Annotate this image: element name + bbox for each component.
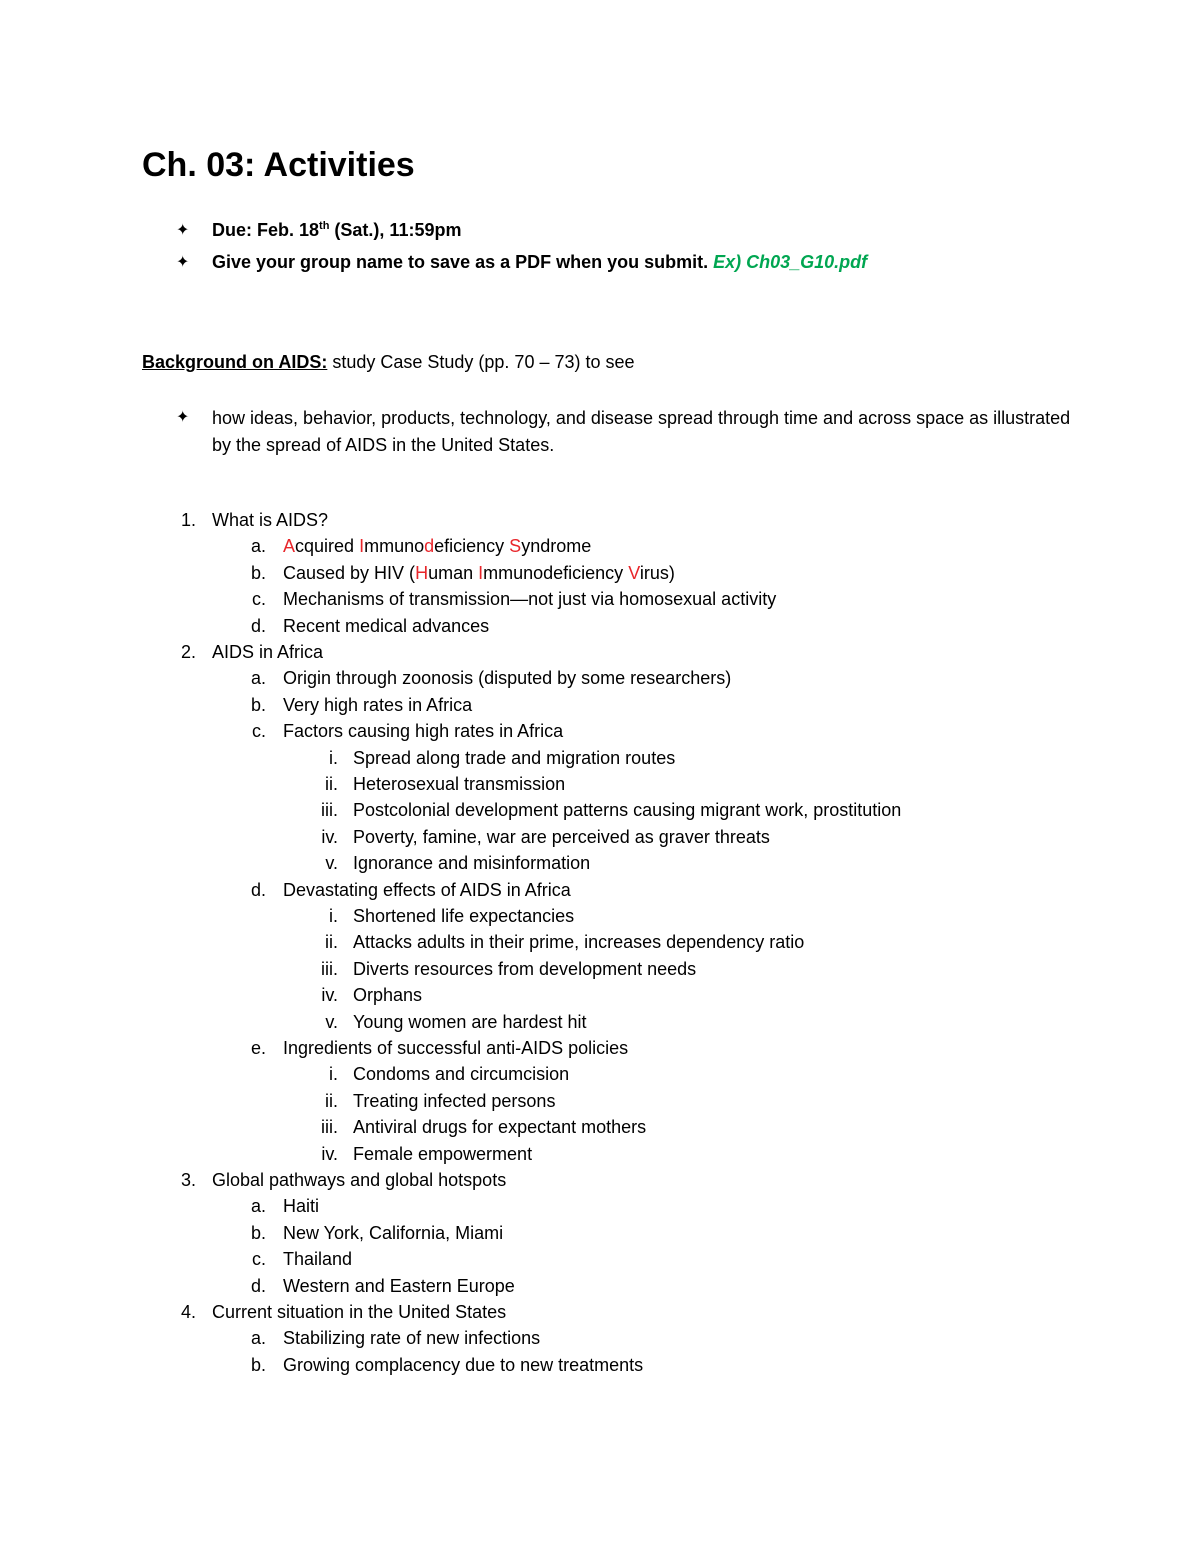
outline-item: Factors causing high rates in Africa [283, 721, 564, 741]
outline-item: Devastating effects of AIDS in Africa [283, 880, 571, 900]
due-superscript: th [319, 220, 330, 232]
bullet-marker: ✦ [176, 409, 190, 426]
outline-item: New York, California, Miami [283, 1223, 504, 1243]
outline-number: b. [250, 1355, 266, 1375]
outline-number: 3. [180, 1170, 196, 1190]
outline-item [283, 561, 675, 585]
due-label: Due: Feb. 18 [212, 220, 320, 240]
outline-number: v. [325, 1012, 338, 1032]
outline-text-part: eficiency [434, 536, 510, 556]
outline-number: c. [251, 1249, 266, 1269]
outline-number: iii. [321, 959, 338, 979]
page-title: Ch. 03: Activities [142, 146, 415, 184]
outline-number: v. [325, 853, 338, 873]
acronym-letter: A [283, 536, 296, 556]
outline-item: Orphans [353, 985, 423, 1005]
outline-number: iii. [321, 1117, 338, 1137]
outline-item: AIDS in Africa [212, 642, 324, 662]
outline-item [283, 534, 591, 558]
outline-number: iv. [321, 827, 338, 847]
outline-text-part: cquired [295, 536, 360, 556]
outline-item: Western and Eastern Europe [283, 1276, 515, 1296]
outline-number: 2. [180, 642, 196, 662]
outline-number: 4. [180, 1302, 196, 1322]
outline-number: d. [250, 616, 266, 636]
acronym-letter: I [359, 536, 365, 556]
outline-item: Poverty, famine, war are perceived as graver threats [353, 827, 770, 847]
outline-item: Ingredients of successful anti-AIDS policies [283, 1038, 629, 1058]
outline-item: Diverts resources from development needs [353, 959, 697, 979]
acronym-letter: V [628, 563, 640, 583]
outline-item: Female empowerment [353, 1144, 533, 1164]
outline-number: a. [250, 1196, 266, 1216]
outline-item: Treating infected persons [353, 1091, 556, 1111]
outline-text-part: irus) [639, 563, 675, 583]
outline-item: Shortened life expectancies [353, 906, 575, 926]
outline-item: Origin through zoonosis (disputed by some researchers) [283, 668, 732, 688]
outline-text-part: yndrome [521, 536, 592, 556]
outline-item: Stabilizing rate of new infections [283, 1328, 541, 1348]
acronym-letter: I [478, 563, 484, 583]
outline-item: Antiviral drugs for expectant mothers [353, 1117, 647, 1137]
outline-item: What is AIDS? [212, 510, 329, 530]
outline-number: ii. [325, 932, 338, 952]
filename-example: Ex) Ch03_G10.pdf [713, 252, 868, 272]
outline-number: iv. [321, 1144, 338, 1164]
outline-item: Growing complacency due to new treatments [283, 1355, 644, 1375]
submit-instructions-line [212, 250, 867, 274]
outline-number: a. [250, 536, 266, 556]
acronym-letter: d [424, 536, 435, 556]
outline-number: d. [250, 880, 266, 900]
background-bullet: how ideas, behavior, products, technology, and disease spread through time and across space as illustrated by the spread of AIDS in the United States. [212, 408, 1071, 455]
bullet-marker: ✦ [176, 254, 190, 271]
outline-item: Mechanisms of transmission—not just via homosexual activity [283, 589, 777, 609]
outline-number: e. [250, 1038, 266, 1058]
outline-item: Haiti [283, 1196, 320, 1216]
outline-text-part: Caused by HIV ( [283, 563, 416, 583]
outline-item: Young women are hardest hit [353, 1012, 587, 1032]
due-rest: (Sat.), 11:59pm [329, 220, 462, 240]
outline-number: i. [329, 906, 338, 926]
outline-item: Very high rates in Africa [283, 695, 473, 715]
outline-number: a. [250, 668, 266, 688]
outline-number: b. [250, 1223, 266, 1243]
outline-item: Current situation in the United States [212, 1302, 507, 1322]
outline-item: Thailand [283, 1249, 353, 1269]
outline-text-part: mmuno [364, 536, 425, 556]
outline-number: i. [329, 1064, 338, 1084]
outline-number: c. [251, 721, 266, 741]
submit-instructions: Give your group name to save as a PDF when you submit. [212, 252, 714, 272]
outline-item: Attacks adults in their prime, increases dependency ratio [353, 932, 805, 952]
background-line [142, 350, 635, 374]
outline-number: d. [250, 1276, 266, 1296]
due-date-line [212, 218, 461, 242]
outline-number: b. [250, 695, 266, 715]
outline-number: 1. [180, 510, 196, 530]
background-text: study Case Study (pp. 70 – 73) to see [327, 352, 635, 372]
outline-text-part: uman [428, 563, 479, 583]
bullet-marker: ✦ [176, 222, 190, 239]
outline-item: Global pathways and global hotspots [212, 1170, 507, 1190]
background-heading: Background on AIDS: [142, 352, 328, 372]
outline-number: b. [250, 563, 266, 583]
outline-item: Postcolonial development patterns causing migrant work, prostitution [353, 800, 902, 820]
outline-item: Condoms and circumcision [353, 1064, 570, 1084]
outline-item: Recent medical advances [283, 616, 490, 636]
outline-text-part: mmunodeficiency [483, 563, 629, 583]
acronym-letter: H [415, 563, 429, 583]
outline-item: Ignorance and misinformation [353, 853, 591, 873]
outline-item: Heterosexual transmission [353, 774, 566, 794]
outline-number: c. [251, 589, 266, 609]
outline-number: iv. [321, 985, 338, 1005]
outline-number: a. [250, 1328, 266, 1348]
outline-number: iii. [321, 800, 338, 820]
outline-item: Spread along trade and migration routes [353, 748, 676, 768]
outline-number: ii. [325, 774, 338, 794]
outline-number: ii. [325, 1091, 338, 1111]
outline-number: i. [329, 748, 338, 768]
acronym-letter: S [509, 536, 522, 556]
